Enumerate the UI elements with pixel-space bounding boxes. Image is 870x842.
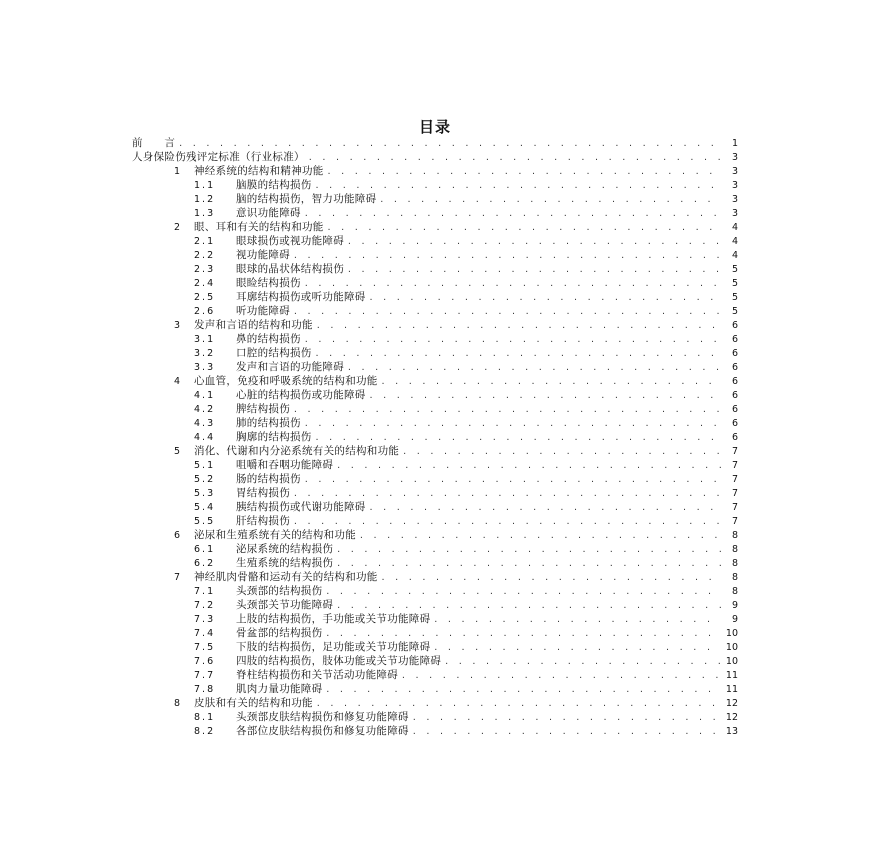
- dot-leader: [316, 319, 721, 333]
- toc-entry-number: 5.5: [194, 516, 216, 527]
- toc-entry-number: 1.2: [194, 194, 216, 205]
- toc-entry-page: 7: [731, 474, 738, 485]
- toc-entry-number: 2.3: [194, 264, 216, 275]
- toc-entry[interactable]: [132, 654, 738, 668]
- toc-entry-page: 3: [731, 194, 738, 205]
- toc-entry-title: 眼球的晶状体结构损伤: [236, 263, 344, 275]
- dot-leader: [293, 403, 721, 417]
- dot-leader: [412, 725, 721, 739]
- toc-entry-title: 头颈部皮肤结构损伤和修复功能障碍: [236, 711, 409, 723]
- toc-entry[interactable]: [132, 458, 738, 472]
- dot-leader: [304, 207, 721, 221]
- toc-entry[interactable]: [132, 528, 738, 542]
- toc-entry-page: 6: [731, 334, 738, 345]
- toc-entry-page: 6: [731, 390, 738, 401]
- toc-entry[interactable]: [132, 136, 738, 150]
- toc-entry[interactable]: [132, 276, 738, 290]
- toc-entry-page: 7: [731, 516, 738, 527]
- toc-entry[interactable]: [132, 486, 738, 500]
- toc-entry-title: 各部位皮肤结构损伤和修复功能障碍: [236, 725, 409, 737]
- toc-entry-page: 13: [725, 726, 738, 737]
- toc-entry-page: 4: [731, 222, 738, 233]
- toc-entry[interactable]: [132, 388, 738, 402]
- toc-entry[interactable]: [132, 178, 738, 192]
- toc-entry[interactable]: [132, 150, 738, 164]
- toc-entry-page: 3: [731, 152, 738, 163]
- toc-entry-number: 2.2: [194, 250, 216, 261]
- toc-entry-title: 肝结构损伤: [236, 515, 290, 527]
- toc-entry[interactable]: [132, 626, 738, 640]
- toc-entry[interactable]: [132, 346, 738, 360]
- toc-entry-number: 1: [174, 166, 181, 177]
- toc-entry-title: 四肢的结构损伤，肢体功能或关节功能障碍: [236, 655, 442, 667]
- toc-entry-page: 8: [731, 558, 738, 569]
- toc-entry-page: 5: [731, 278, 738, 289]
- dot-leader: [293, 487, 721, 501]
- toc-entry-number: 5.3: [194, 488, 216, 499]
- toc-entry-title: 脑的结构损伤，智力功能障碍: [236, 193, 377, 205]
- toc-entry-title: 上肢的结构损伤，手功能或关节功能障碍: [236, 613, 431, 625]
- toc-entry-number: 2.4: [194, 278, 216, 289]
- toc-entry-page: 7: [731, 460, 738, 471]
- toc-entry-number: 5.2: [194, 474, 216, 485]
- dot-leader: [315, 179, 721, 193]
- toc-entry[interactable]: [132, 640, 738, 654]
- toc-entry-title: 发声和言语的功能障碍: [236, 361, 344, 373]
- toc-entry[interactable]: [132, 318, 738, 332]
- toc-entry-number: 8.1: [194, 712, 216, 723]
- toc-entry-title: 消化、代谢和内分泌系统有关的结构和功能: [194, 445, 400, 457]
- toc-entry-title: 眼、耳和有关的结构和功能: [194, 221, 324, 233]
- toc-entry-title: 鼻的结构损伤: [236, 333, 301, 345]
- toc-entry[interactable]: [132, 570, 738, 584]
- dot-leader: [325, 683, 721, 697]
- toc-entry-number: 4.4: [194, 432, 216, 443]
- toc-entry[interactable]: [132, 290, 738, 304]
- toc-entry-title: 意识功能障碍: [236, 207, 301, 219]
- dot-leader: [316, 697, 721, 711]
- toc-entry-number: 5.1: [194, 460, 216, 471]
- dot-leader: [369, 501, 721, 515]
- toc-entry-page: 5: [731, 306, 738, 317]
- toc-entry[interactable]: [132, 598, 738, 612]
- toc-entry-title: 眼睑结构损伤: [236, 277, 301, 289]
- toc-entry-title: 骨盆部的结构损伤: [236, 627, 323, 639]
- toc-entry[interactable]: [132, 514, 738, 528]
- dot-leader: [293, 515, 721, 529]
- toc-entry-page: 4: [731, 236, 738, 247]
- dot-leader: [336, 557, 721, 571]
- toc-entry[interactable]: [132, 206, 738, 220]
- toc-entry-page: 6: [731, 404, 738, 415]
- toc-entry-title: 脑膜的结构损伤: [236, 179, 312, 191]
- toc-entry-number: 7: [174, 572, 181, 583]
- toc-entry-page: 9: [731, 600, 738, 611]
- dot-leader: [433, 641, 721, 655]
- dot-leader: [304, 473, 721, 487]
- toc-entry[interactable]: [132, 444, 738, 458]
- toc-entry-page: 10: [725, 628, 738, 639]
- dot-leader: [401, 669, 721, 683]
- dot-leader: [381, 375, 721, 389]
- toc-entry[interactable]: [132, 584, 738, 598]
- toc-entry-number: 7.1: [194, 586, 216, 597]
- toc-entry-page: 8: [731, 586, 738, 597]
- toc-entry[interactable]: [132, 668, 738, 682]
- toc-entry-page: 6: [731, 432, 738, 443]
- toc-entry[interactable]: [132, 332, 738, 346]
- dot-leader: [293, 305, 721, 319]
- dot-leader: [347, 361, 721, 375]
- dot-leader: [327, 165, 721, 179]
- toc-entry-title: 口腔的结构损伤: [236, 347, 312, 359]
- toc-entry-number: 2.1: [194, 236, 216, 247]
- toc-entry-page: 6: [731, 320, 738, 331]
- toc-entry[interactable]: [132, 612, 738, 626]
- toc-entry-page: 1: [731, 138, 738, 149]
- toc-entry-title: 神经肌肉骨骼和运动有关的结构和功能: [194, 571, 378, 583]
- toc-entry[interactable]: [132, 696, 738, 710]
- toc-entry-title: 心脏的结构损伤或功能障碍: [236, 389, 366, 401]
- dot-leader: [325, 585, 721, 599]
- toc-title: 目录: [418, 118, 451, 136]
- toc-entry-number: 7.8: [194, 684, 216, 695]
- toc-entry-title: 胰结构损伤或代谢功能障碍: [236, 501, 366, 513]
- toc-entry-number: 6: [174, 530, 181, 541]
- toc-entry-page: 5: [731, 264, 738, 275]
- toc-entry[interactable]: [132, 360, 738, 374]
- toc-entry[interactable]: [132, 556, 738, 570]
- dot-leader: [327, 221, 721, 235]
- dot-leader: [325, 627, 721, 641]
- toc-entry-page: 7: [731, 488, 738, 499]
- toc-entry-page: 6: [731, 376, 738, 387]
- toc-entry-page: 10: [725, 642, 738, 653]
- dot-leader: [304, 333, 721, 347]
- toc-entry-number: 1.3: [194, 208, 216, 219]
- toc-entry-number: 6.1: [194, 544, 216, 555]
- toc-entry[interactable]: [132, 262, 738, 276]
- toc-entry-number: 7.5: [194, 642, 216, 653]
- toc-entry[interactable]: [132, 430, 738, 444]
- dot-leader: [347, 235, 721, 249]
- toc-entry-title: 发声和言语的结构和功能: [194, 319, 313, 331]
- toc-entry-page: 6: [731, 348, 738, 359]
- toc-entry[interactable]: [132, 402, 738, 416]
- toc-entry-number: 7.7: [194, 670, 216, 681]
- toc-entry-page: 3: [731, 166, 738, 177]
- dot-leader: [444, 655, 721, 669]
- toc-entry[interactable]: [132, 192, 738, 206]
- toc-entry-title: 眼球损伤或视功能障碍: [236, 235, 344, 247]
- toc-entry-title: 脊柱结构损伤和关节活动功能障碍: [236, 669, 398, 681]
- toc-entry-number: 3: [174, 320, 181, 331]
- toc-entry-page: 8: [731, 572, 738, 583]
- toc-entry-page: 10: [725, 656, 738, 667]
- toc-entry-title: 肺的结构损伤: [236, 417, 301, 429]
- toc-entry-number: 3.2: [194, 348, 216, 359]
- dot-leader: [381, 571, 721, 585]
- toc-entry-number: 2: [174, 222, 181, 233]
- toc-entry[interactable]: [132, 248, 738, 262]
- dot-leader: [293, 249, 721, 263]
- toc-entry-number: 4: [174, 376, 181, 387]
- toc-entry-number: 7.3: [194, 614, 216, 625]
- toc-entry-page: 5: [731, 292, 738, 303]
- toc-entry-title: 听功能障碍: [236, 305, 290, 317]
- toc-entry-number: 7.6: [194, 656, 216, 667]
- toc-entry-page: 11: [725, 684, 738, 695]
- toc-entry-page: 3: [731, 180, 738, 191]
- toc-entry-number: 7.4: [194, 628, 216, 639]
- toc-entry-title: 头颈部的结构损伤: [236, 585, 323, 597]
- toc-entry[interactable]: [132, 500, 738, 514]
- toc-entry-title: 生殖系统的结构损伤: [236, 557, 334, 569]
- toc-entry-number: 6.2: [194, 558, 216, 569]
- toc-entry-title: 皮肤和有关的结构和功能: [194, 697, 313, 709]
- dot-leader: [359, 529, 721, 543]
- toc-entry-title: 前 言: [132, 137, 176, 149]
- toc-entry-title: 胃结构损伤: [236, 487, 290, 499]
- toc-entry-title: 咀嚼和吞咽功能障碍: [236, 459, 334, 471]
- dot-leader: [304, 277, 721, 291]
- toc-entry[interactable]: [132, 710, 738, 724]
- toc-entry-page: 11: [725, 670, 738, 681]
- toc-entry-page: 4: [731, 250, 738, 261]
- dot-leader: [336, 543, 721, 557]
- toc-entry-page: 6: [731, 418, 738, 429]
- dot-leader: [433, 613, 721, 627]
- dot-leader: [369, 389, 721, 403]
- toc-entry-number: 3.3: [194, 362, 216, 373]
- toc-entry-title: 人身保险伤残评定标准（行业标准）: [132, 151, 305, 163]
- toc-entry-number: 5.4: [194, 502, 216, 513]
- toc-entry[interactable]: [132, 472, 738, 486]
- toc-entry[interactable]: [132, 234, 738, 248]
- toc-entry[interactable]: [132, 416, 738, 430]
- toc-entry-number: 1.1: [194, 180, 216, 191]
- dot-leader: [315, 347, 721, 361]
- toc-entry-page: 8: [731, 530, 738, 541]
- dot-leader: [178, 137, 721, 151]
- dot-leader: [336, 599, 721, 613]
- dot-leader: [308, 151, 721, 165]
- dot-leader: [336, 459, 721, 473]
- toc-entry-title: 心血管，免疫和呼吸系统的结构和功能: [194, 375, 378, 387]
- toc-entry-page: 12: [725, 712, 738, 723]
- toc-entry[interactable]: [132, 304, 738, 318]
- toc-entry-title: 耳廓结构损伤或听功能障碍: [236, 291, 366, 303]
- toc-entry-title: 脾结构损伤: [236, 403, 290, 415]
- toc-entry-page: 7: [731, 446, 738, 457]
- toc-entry[interactable]: [132, 374, 738, 388]
- toc-entry-number: 4.2: [194, 404, 216, 415]
- dot-leader: [315, 431, 721, 445]
- toc-entry[interactable]: [132, 220, 738, 234]
- toc-entry-number: 5: [174, 446, 181, 457]
- toc-entry-page: 9: [731, 614, 738, 625]
- toc-entry-title: 肠的结构损伤: [236, 473, 301, 485]
- toc-entry-title: 下肢的结构损伤，足功能或关节功能障碍: [236, 641, 431, 653]
- toc-entry-number: 7.2: [194, 600, 216, 611]
- toc-entry-number: 4.3: [194, 418, 216, 429]
- toc-entry-page: 3: [731, 208, 738, 219]
- toc-entry[interactable]: [132, 724, 738, 738]
- toc-entry-page: 12: [725, 698, 738, 709]
- toc-entry-number: 3.1: [194, 334, 216, 345]
- toc-entry-title: 神经系统的结构和精神功能: [194, 165, 324, 177]
- dot-leader: [402, 445, 721, 459]
- toc-entry-number: 8: [174, 698, 181, 709]
- dot-leader: [379, 193, 721, 207]
- toc-entry[interactable]: [132, 164, 738, 178]
- toc-entry-page: 6: [731, 362, 738, 373]
- toc-entry-title: 泌尿和生殖系统有关的结构和功能: [194, 529, 356, 541]
- toc-entry-title: 肌肉力量功能障碍: [236, 683, 323, 695]
- toc-entry[interactable]: [132, 682, 738, 696]
- toc-entry-title: 头颈部关节功能障碍: [236, 599, 334, 611]
- dot-leader: [369, 291, 721, 305]
- dot-leader: [304, 417, 721, 431]
- toc-entry-title: 胸廓的结构损伤: [236, 431, 312, 443]
- toc-entry-title: 泌尿系统的结构损伤: [236, 543, 334, 555]
- dot-leader: [412, 711, 721, 725]
- toc-entry[interactable]: [132, 542, 738, 556]
- table-of-contents: [132, 136, 738, 738]
- toc-entry-title: 视功能障碍: [236, 249, 290, 261]
- dot-leader: [347, 263, 721, 277]
- toc-entry-number: 4.1: [194, 390, 216, 401]
- toc-entry-number: 2.5: [194, 292, 216, 303]
- toc-entry-number: 2.6: [194, 306, 216, 317]
- toc-entry-page: 8: [731, 544, 738, 555]
- toc-entry-number: 8.2: [194, 726, 216, 737]
- toc-entry-page: 7: [731, 502, 738, 513]
